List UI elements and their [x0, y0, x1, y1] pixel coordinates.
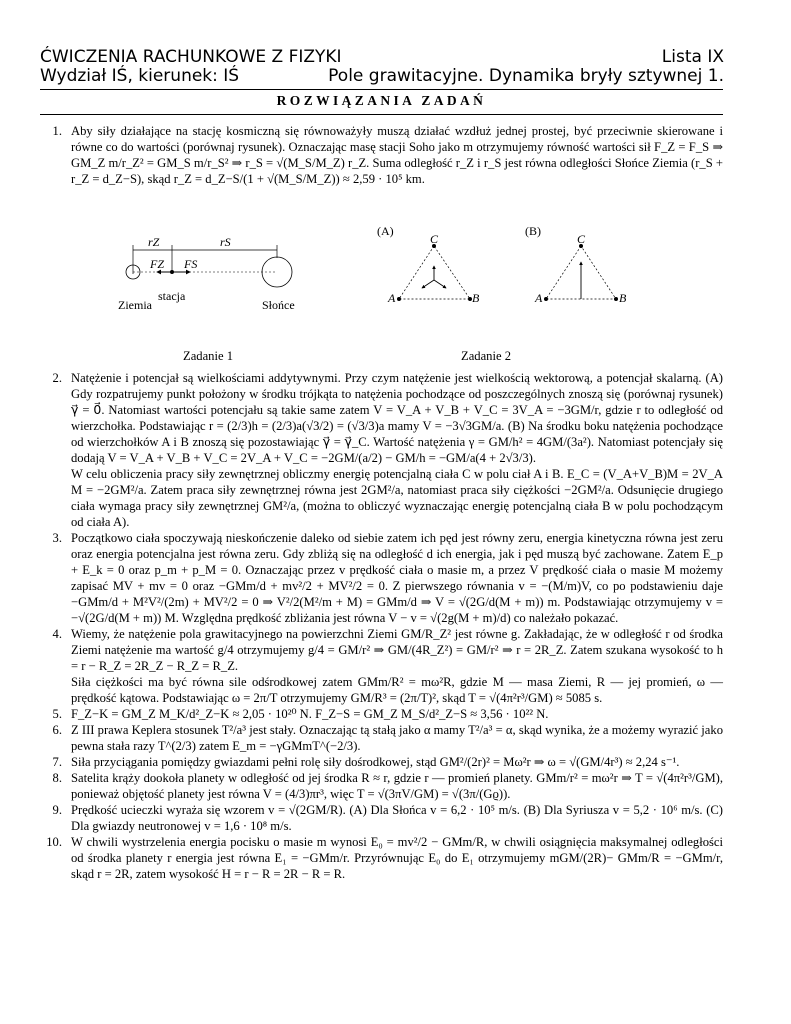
problem-number: 4.	[52, 627, 62, 641]
title-rule-top	[40, 89, 723, 90]
problem-solution	[40, 706, 723, 722]
label-fs: FS	[184, 257, 198, 271]
list-number: Lista IX	[661, 47, 724, 67]
label-earth: Ziemia	[118, 298, 152, 312]
problem-solution	[40, 530, 723, 626]
solution-text: W celu obliczenia pracy siły zewnętrznej obliczmy energię potencjalną ciała C w polu ciał A i B. E_C = (V_A+V_B)M = 2V_A M = −2GM²/a. Zatem praca siły zewnętrznej równa jest 2GM²/a, natomiast praca siły ciężkości −2GM²/a. Odsunięcie drugiego ciała wymaga pracy siły zewnętrznej GM²/a, (można to obliczyć wyznaczając energię potencjalną ciała B w polu pochodzącym od ciała A).	[71, 467, 723, 529]
problem-solution	[40, 754, 723, 770]
problem-list-top	[40, 123, 723, 187]
course-title: ĆWICZENIA RACHUNKOWE Z FIZYKI	[40, 47, 342, 67]
vertex-b-b: B	[619, 291, 627, 305]
triangle-a	[397, 244, 472, 301]
problem-number: 3.	[52, 531, 62, 545]
panel-a-label: (A)	[377, 224, 394, 238]
figure-2-diagram	[375, 222, 635, 314]
problem-solution	[40, 802, 723, 834]
label-rz: rZ	[148, 235, 160, 249]
solution-text: Wiemy, że natężenie pola grawitacyjnego na powierzchni Ziemi GM/R_Z² jest równe g. Zakładając, że w odległość r od środka Ziemi natężenie ma wartość g/4 otrzymujemy g/4 = GM/r² ⇒ GM/(4R_Z²) = GM/r² ⇒ r = 2R_Z. Zatem szukana wysokość to h = r − R_Z = 2R_Z − R_Z = R_Z.	[71, 627, 723, 673]
figure-1-diagram	[110, 228, 310, 318]
problem-number: 7.	[52, 755, 62, 769]
label-station: stacja	[158, 289, 186, 303]
figure-2-caption: Zadanie 2	[461, 349, 511, 363]
solution-text: Początkowo ciała spoczywają nieskończenie daleko od siebie zatem ich pęd jest równy zeru, energia kinetyczna równa jest zeru oraz energia potencjalna jest równa zeru. Gdy zbliżą się na odległość d ich energia, jak i pęd muszą być zachowane. Zatem E_p + E_k = 0 oraz p_m + p_M = 0. Oznaczając przez v prędkość ciała o masie m, a przez V prędkość ciała o masie M możemy zapisać MV + mv = 0 oraz −GMm/d + mv²/2 + MV²/2 = 0. Z pierwszego równania v = −(M/m)V, co po podstawieniu daje −GMm/d + M²V²/(2m) + MV²/2 = 0 ⇒ V²/2(M²/m + M) = GMm/d ⇒ V = √(2G/d(M + m)) m. Podstawiając otrzymujemy v = −√(2G/d(M + m)) M. Względna prędkość zbliżania jest równa V − v = √(2g(M + m)/d) co należało pokazać.	[71, 531, 723, 625]
solution-text: F_Z−K = GM_Z M_K/d²_Z−K ≈ 2,05 · 10²⁰ N. F_Z−S = GM_Z M_S/d²_Z−S ≈ 3,56 · 10²² N.	[71, 707, 549, 721]
problem-solution	[40, 626, 723, 706]
problem-number: 1.	[52, 124, 62, 138]
problem-solution	[40, 370, 723, 530]
solution-text: Satelita krąży dookoła planety w odległość od jej środka R ≈ r, gdzie r — promień planety. GMm/r² = mω²r ⇒ T = √(4π²r³/GM), ponieważ objętość planety jest równa V = (4/3)πr³, więc T = √(3πV/GM) = √(3π/(Gϱ)).	[71, 771, 723, 801]
label-fz: FZ	[150, 257, 165, 271]
problem-list-bottom	[40, 370, 723, 882]
problem-number: 2.	[52, 371, 62, 385]
vertex-c-a: C	[430, 232, 439, 246]
panel-b-label: (B)	[525, 224, 541, 238]
problem-number: 9.	[52, 803, 62, 817]
solution-text: Aby siły działające na stację kosmiczną się równoważyły muszą działać wzdłuż jednej prostej, być przeciwnie skierowane i równe co do wartości (porównaj rysunek). Oznaczając masę stacji Soho jako m otrzymujemy równość wartości sił F_Z = F_S ⇒ GM_Z m/r_Z² = GM_S m/r_S² ⇒ r_S = √(M_S/M_Z) r_Z. Suma odległość r_Z i r_S jest równa odległości Słońce Ziemia (r_S + r_Z = d_Z−S), skąd r_Z = d_Z−S/(1 + √(M_S/M_Z)) ≈ 2,59 · 10⁵ km.	[71, 124, 723, 186]
topic-line: Pole grawitacyjne. Dynamika bryły sztywnej 1.	[328, 66, 724, 86]
triangle-b	[544, 244, 618, 301]
vertex-c-b: C	[577, 232, 586, 246]
problem-solution	[40, 722, 723, 754]
problem-solution	[40, 123, 723, 187]
solution-text: Siła przyciągania pomiędzy gwiazdami pełni rolę siły dośrodkowej, stąd GM²/(2r)² = Mω²r ⇒ ω = √(GM/4r³) ≈ 2,24 s⁻¹.	[71, 755, 680, 769]
label-sun: Słońce	[262, 298, 295, 312]
problem-number: 8.	[52, 771, 62, 785]
vertex-b-a: B	[472, 291, 480, 305]
title-rule-bottom	[40, 114, 723, 115]
solution-text: Prędkość ucieczki wyraża się wzorem v = √(2GM/R). (A) Dla Słońca v = 6,2 · 10⁵ m/s. (B) Dla Syriusza v = 5,2 · 10⁶ m/s. (C) Dla gwiazdy neutronowej v = 1,6 · 10⁸ m/s.	[71, 803, 723, 833]
problem-solution	[40, 770, 723, 802]
solution-text: Z III prawa Keplera stosunek T²/a³ jest stały. Oznaczając tą stałą jako α mamy T²/a³ = α, skąd wynika, że a możemy wyrazić jako pewna stała razy T^(2/3) zatem E_m = −γGMmT^(−2/3).	[71, 723, 723, 753]
figure-1-caption: Zadanie 1	[183, 349, 233, 363]
solution-text: W chwili wystrzelenia energia pocisku o masie m wynosi E₀ = mv²/2 − GMm/R, w chwili osiągnięcia maksymalnej odległości od środka planety r energia jest równa E₁ = −GMm/r. Przyrównując E₀ do E₁ otrzymujemy mGM/(2R)− GMm/R = −GMm/r, skąd r = 2R, zatem wysokość H = r − R = 2R − R = R.	[71, 835, 723, 881]
label-rs: rS	[220, 235, 231, 249]
solutions-title: ROZWIĄZANIA ZADAŃ	[276, 93, 487, 108]
problem-number: 10.	[46, 835, 62, 849]
solution-text: Natężenie i potencjał są wielkościami addytywnymi. Przy czym natężenie jest wielkością wektorową, a potencjał skalarną. (A) Gdy rozpatrujemy punkt położony w środku trójkąta to natężenia pochodzące od poszczególnych znoszą się (porównaj rysunek) γ⃗ = 0⃗. Natomiast wartości potencjału są takie same zatem V = V_A + V_B + V_C = 3V_A = −3GM/r, gdzie r to odległość od wierzchołka. Podstawiając r = (2/3)h = (2/3)a(√3/2) = (√3/3)a mamy V = −3√3GM/a. (B) Na środku boku natężenia pochodzące od wierzchołków A i B znoszą się pozostawiając γ⃗ = γ⃗_C. Wartość natężenia γ = GM/h² = 4GM/(3a²). Natomiast potencjały się dodają V = V_A + V_B + V_C = 2V_A + V_C = −2GM/(a/2) − GM/h = −GM/a(4 + 2√3/3).	[71, 371, 723, 465]
solution-text: Siła ciężkości ma być równa sile odśrodkowej zatem GMm/R² = mω²R, gdzie M — masa Ziemi, R — jej promień, ω — prędkość kątowa. Podstawiając ω = 2π/T otrzymujemy GM/R³ = (2π/T)², skąd T = √(4π²r³/GM) ≈ 5085 s.	[71, 675, 723, 705]
vertex-a-a: A	[388, 291, 396, 305]
problem-number: 6.	[52, 723, 62, 737]
problem-solution	[40, 834, 723, 882]
problem-number: 5.	[52, 707, 62, 721]
faculty-line: Wydział IŚ, kierunek: IŚ	[40, 66, 240, 86]
vertex-a-b: A	[535, 291, 543, 305]
